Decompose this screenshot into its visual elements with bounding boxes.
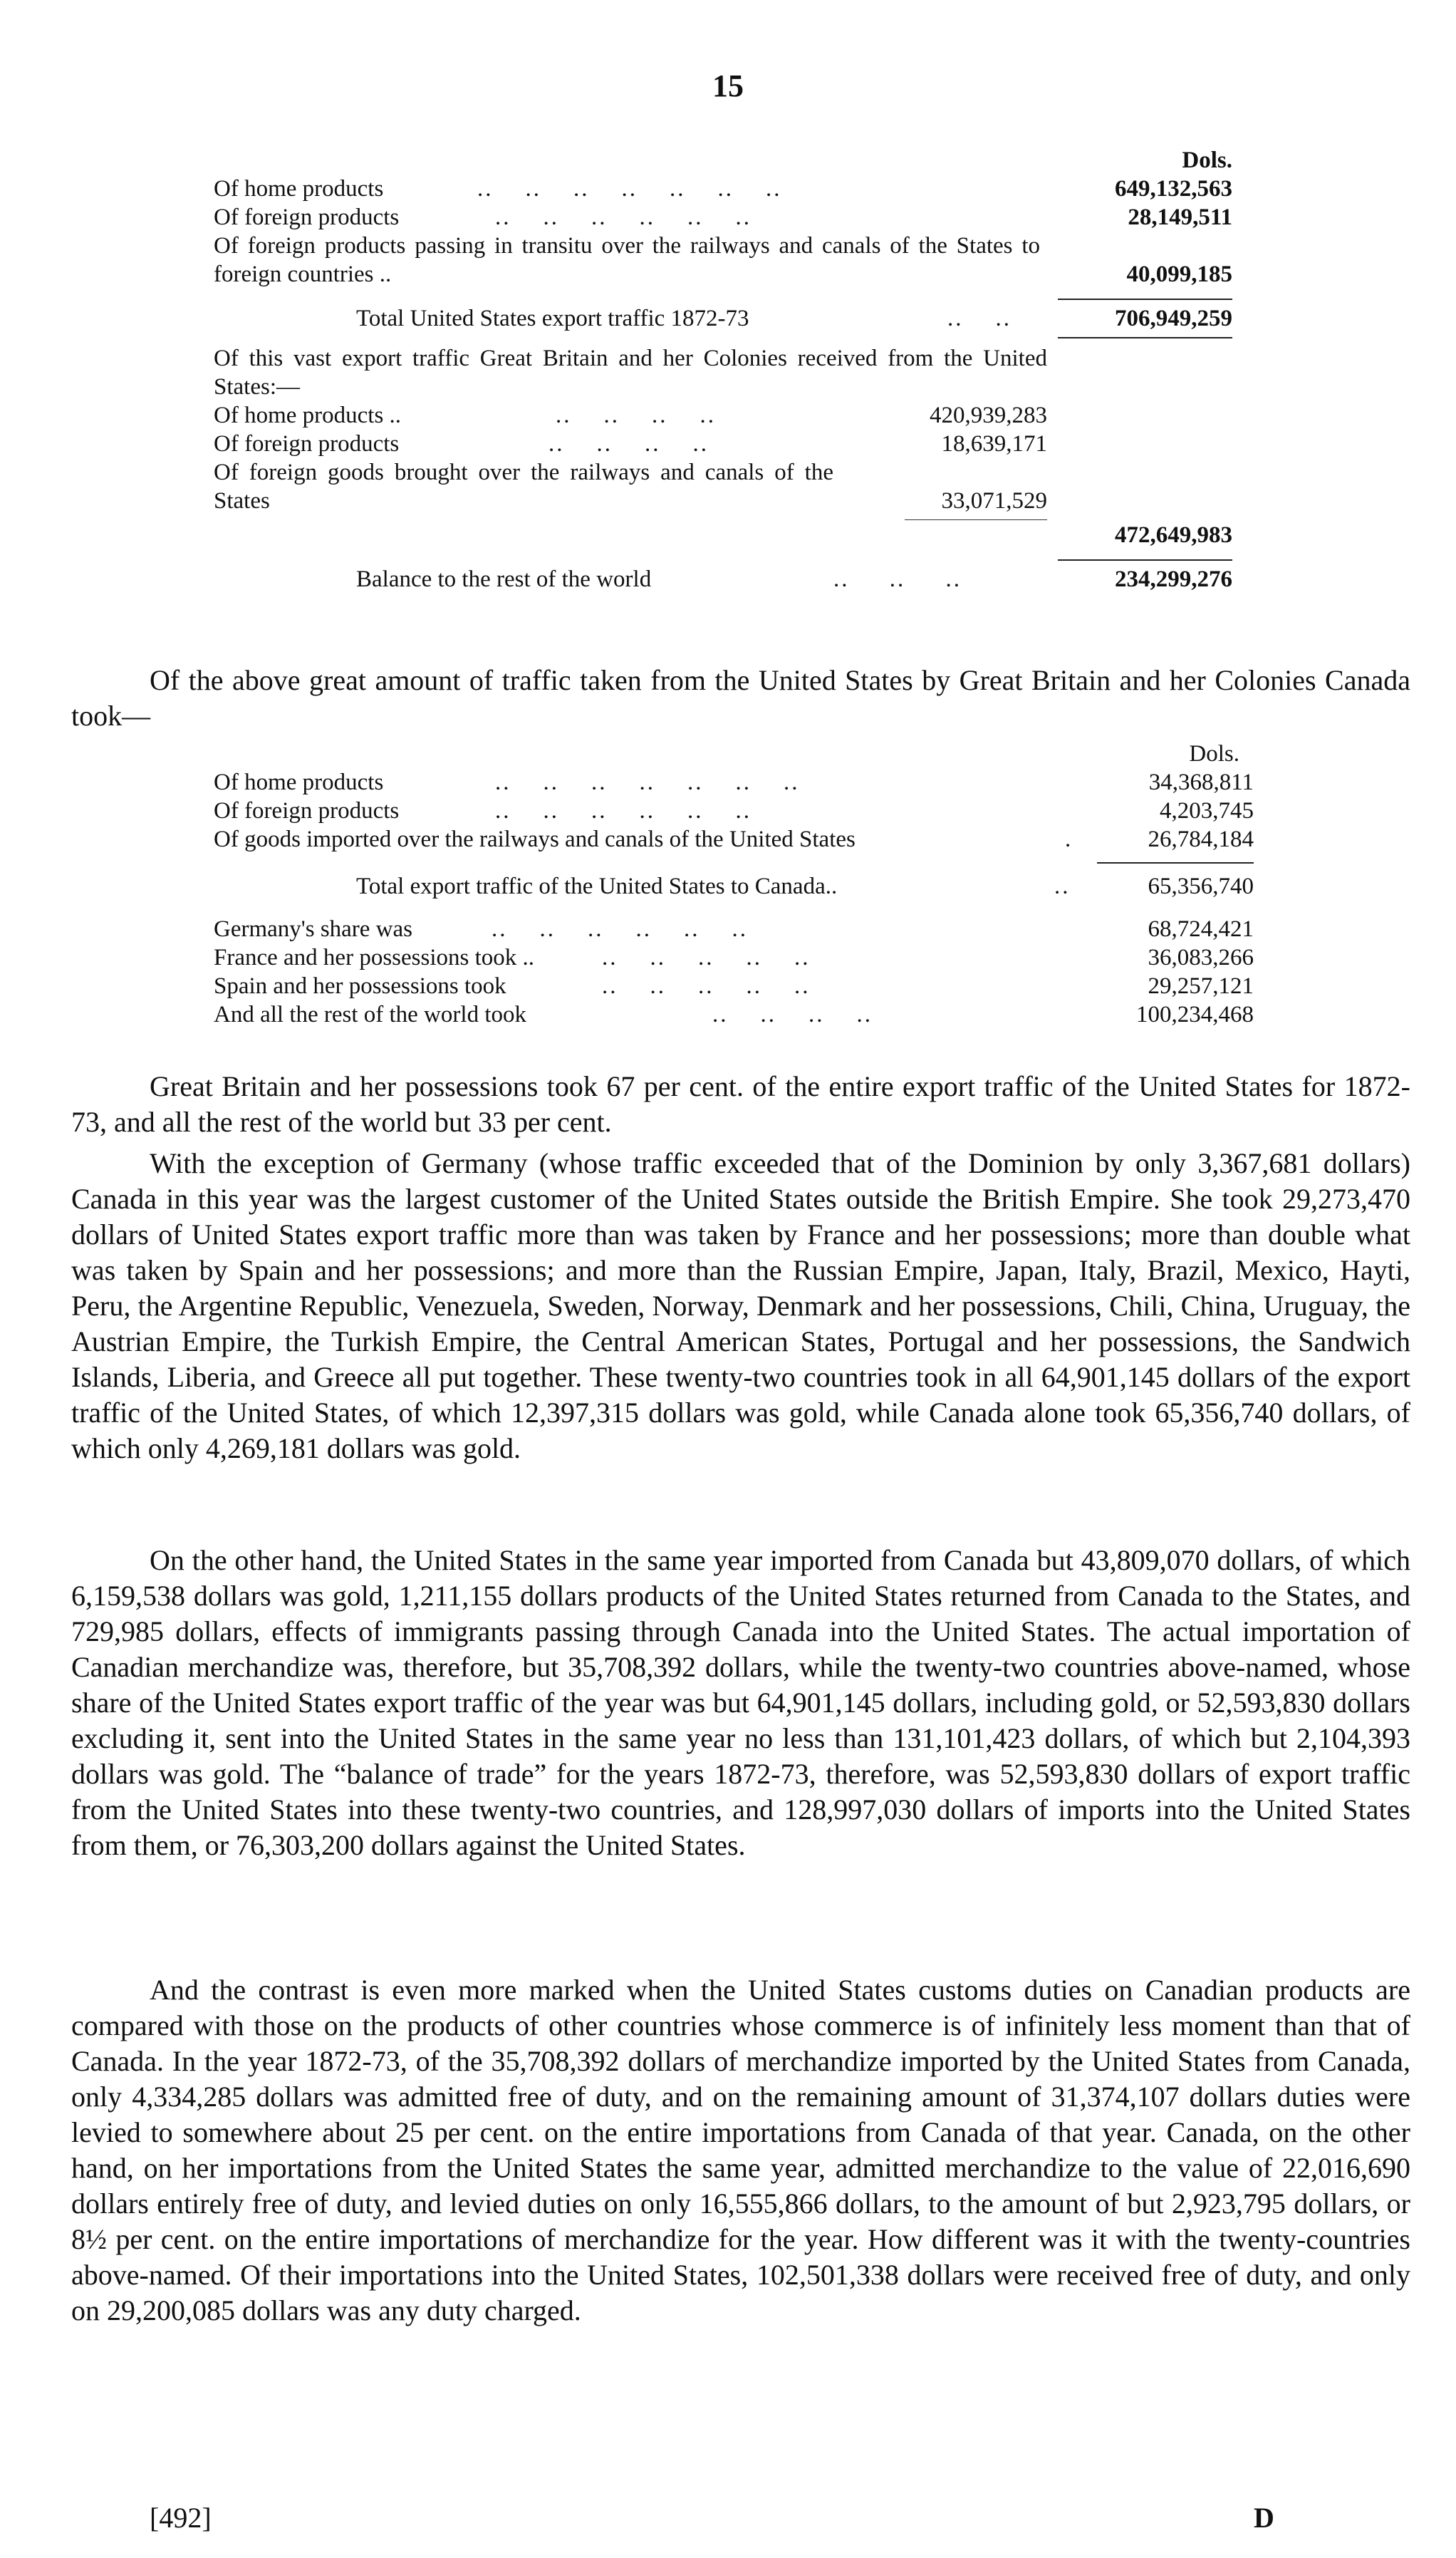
page-number: 15 bbox=[712, 68, 744, 103]
total-amount: 65,356,740 bbox=[1148, 874, 1254, 899]
row-amount: 28,149,511 bbox=[1128, 204, 1232, 230]
leader-dots: .. .. .. .. bbox=[548, 431, 709, 457]
subtotal-amount: 472,649,983 bbox=[1115, 522, 1232, 548]
row-amount: 4,203,745 bbox=[1160, 798, 1254, 824]
row-amount: 649,132,563 bbox=[1115, 176, 1232, 202]
row-amount: 40,099,185 bbox=[1126, 262, 1232, 287]
row-amount: 18,639,171 bbox=[941, 431, 1047, 457]
table-row bbox=[214, 797, 1254, 825]
canada-traffic-table bbox=[214, 740, 1254, 1029]
subtotal-row bbox=[214, 515, 1232, 548]
table-row bbox=[214, 915, 1254, 943]
row-amount: 100,234,468 bbox=[1136, 1002, 1254, 1027]
leader-dots: .. .. .. .. .. bbox=[602, 973, 811, 999]
body-paragraph: Great Britain and her possessions took 67 per cent. of the entire export traffic of the United States for 1872-73, and all the rest of the world but 33 per cent. bbox=[71, 1070, 1410, 1138]
leader-dots: .. .. bbox=[947, 306, 1012, 331]
sum-rule bbox=[1058, 337, 1232, 338]
row-amount: 33,071,529 bbox=[941, 488, 1047, 514]
row-amount: 34,368,811 bbox=[1148, 770, 1254, 795]
total-label: Total United States export traffic 1872-73 bbox=[356, 306, 749, 331]
intro-text: Of this vast export traffic Great Britain and her Colonies received from the United States:— bbox=[214, 346, 1047, 400]
table-row bbox=[214, 458, 1232, 515]
table-row bbox=[214, 175, 1232, 203]
intro-row bbox=[214, 344, 1232, 401]
row-label: Of foreign products bbox=[214, 431, 400, 457]
intro-paragraph: Of the above great amount of traffic taken from the United States by Great Britain and her Colonies Canada took— bbox=[71, 664, 1410, 732]
row-label: Of home products bbox=[214, 176, 384, 202]
sum-rule bbox=[1097, 862, 1254, 864]
leader-dots: .. .. .. .. bbox=[556, 403, 716, 428]
sheet-mark: D bbox=[1254, 2502, 1274, 2534]
total-label: Total export traffic of the United States to Canada.. bbox=[356, 874, 838, 899]
balance-label: Balance to the rest of the world bbox=[356, 566, 652, 592]
row-label: And all the rest of the world took bbox=[214, 1002, 526, 1027]
table-row bbox=[214, 943, 1254, 972]
table-row bbox=[214, 1000, 1254, 1029]
table-row bbox=[214, 203, 1232, 232]
body-paragraph: On the other hand, the United States in the same year imported from Canada but 43,809,070 dollars, of which 6,159,538 dollars was gold, 1,211,155 dollars products of the United States returned from Canada to the States, and 729,985 dollars, effects of immigrants passing through Canada into the United States. The actual importation of Canadian merchandize was, therefore, but 35,708,392 dollars, while the twenty-two countries above-named, whose share of the United States export traffic of the year was but 64,901,145 dollars, including gold, or 52,593,830 dollars excluding it, sent into the United States in the same year no less than 131,101,423 dollars, of which but 2,104,393 dollars was gold. The “balance of trade” for the years 1872-73, therefore, was 52,593,830 dollars of export traffic from the United States into these twenty-two countries, and 128,997,030 dollars of imports into the United States from them, or 76,303,200 dollars against the United States. bbox=[71, 1544, 1410, 1861]
row-label: Of foreign products bbox=[214, 798, 400, 824]
row-label: Of goods imported over the railways and canals of the United States bbox=[214, 827, 856, 852]
row-label: Spain and her possessions took bbox=[214, 973, 506, 999]
export-traffic-table bbox=[214, 146, 1232, 594]
row-label: France and her possessions took .. bbox=[214, 945, 535, 970]
leader-dots: .. .. .. .. .. .. .. bbox=[477, 176, 782, 202]
total-row bbox=[214, 872, 1254, 901]
table-row bbox=[214, 401, 1232, 430]
row-label: Of foreign goods brought over the railways and canals of the States bbox=[214, 460, 833, 514]
row-label: Of home products .. bbox=[214, 403, 402, 428]
signature-mark: [492] bbox=[150, 2502, 212, 2534]
leader-dots: .. .. .. .. .. .. bbox=[495, 204, 752, 230]
table-row bbox=[214, 825, 1254, 854]
table-row bbox=[214, 768, 1254, 797]
unit-header: Dols. bbox=[1189, 741, 1239, 767]
sum-rule bbox=[1058, 299, 1232, 300]
leader-dots: .. .. .. .. bbox=[712, 1002, 873, 1027]
leader-dots: .. .. .. .. .. .. bbox=[492, 916, 748, 942]
row-amount: 26,784,184 bbox=[1148, 827, 1254, 852]
total-amount: 706,949,259 bbox=[1115, 306, 1232, 331]
body-paragraph: And the contrast is even more marked when the United States customs duties on Canadian products are compared with those on the products of other countries whose commerce is of infinitely less moment than that of Canada. In the year 1872-73, of the 35,708,392 dollars of merchandize imported by the United States from Canada, only 4,334,285 dollars was admitted free of duty, and on the remaining amount of 31,374,107 dollars duties were levied to somewhere about 25 per cent. on the entire importations from Canada of that year. Canada, on the other hand, on her importations from the United States the same year, admitted merchandize to the value of 22,016,690 dollars entirely free of duty, and levied duties on only 16,555,866 dollars, to the amount of but 2,923,795 dollars, or 8½ per cent. on the entire importations of merchandize for the year. How different was it with the twenty-countries above-named. Of their importations into the United States, 102,501,338 dollars were received free of duty, and only on 29,200,085 dollars was any duty charged. bbox=[71, 1974, 1410, 2326]
row-amount: 420,939,283 bbox=[930, 403, 1047, 428]
leader-dots: .. .. .. .. .. bbox=[602, 945, 811, 970]
table-row bbox=[214, 232, 1232, 289]
row-label: Of home products bbox=[214, 770, 384, 795]
balance-row bbox=[214, 565, 1232, 594]
leader-dots: .. .. .. bbox=[833, 566, 962, 592]
unit-header: Dols. bbox=[1182, 147, 1232, 173]
leader-dots: .. bbox=[1054, 874, 1071, 899]
sum-rule bbox=[1058, 559, 1232, 561]
leader-dots: .. .. .. .. .. .. .. bbox=[495, 770, 800, 795]
total-row bbox=[214, 304, 1232, 333]
row-amount: 68,724,421 bbox=[1148, 916, 1254, 942]
table-row bbox=[214, 430, 1232, 458]
body-paragraph: With the exception of Germany (whose traffic exceeded that of the Dominion by only 3,367,681 dollars) Canada in this year was the largest customer of the United States outside the British Empire. She took 29,273,470 dollars of United States export traffic more than was taken by France and her possessions; more than double what was taken by Spain and her possessions; and more than the Russian Empire, Japan, Italy, Brazil, Mexico, Hayti, Peru, the Argentine Republic, Venezuela, Sweden, Norway, Denmark and her possessions, Chili, China, Uruguay, the Austrian Empire, the Turkish Empire, the Central American States, Portugal and her possessions, the Sandwich Islands, Liberia, and Greece all put together. These twenty-two countries took in all 64,901,145 dollars of the export traffic of the United States, of which 12,397,315 dollars was gold, while Canada alone took 65,356,740 dollars, of which only 4,269,181 dollars was gold. bbox=[71, 1147, 1410, 1464]
leader-dots: .. .. .. .. .. .. bbox=[495, 798, 752, 824]
row-amount: 36,083,266 bbox=[1148, 945, 1254, 970]
balance-amount: 234,299,276 bbox=[1115, 566, 1232, 592]
row-label: Germany's share was bbox=[214, 916, 413, 942]
row-amount: 29,257,121 bbox=[1148, 973, 1254, 999]
row-label: Of foreign products bbox=[214, 204, 400, 230]
sum-rule bbox=[905, 519, 1047, 520]
table-row bbox=[214, 972, 1254, 1000]
leader-dots: . bbox=[1065, 827, 1073, 852]
row-label: Of foreign products passing in transitu over the railways and canals of the States to foreign countries .. bbox=[214, 233, 1040, 287]
